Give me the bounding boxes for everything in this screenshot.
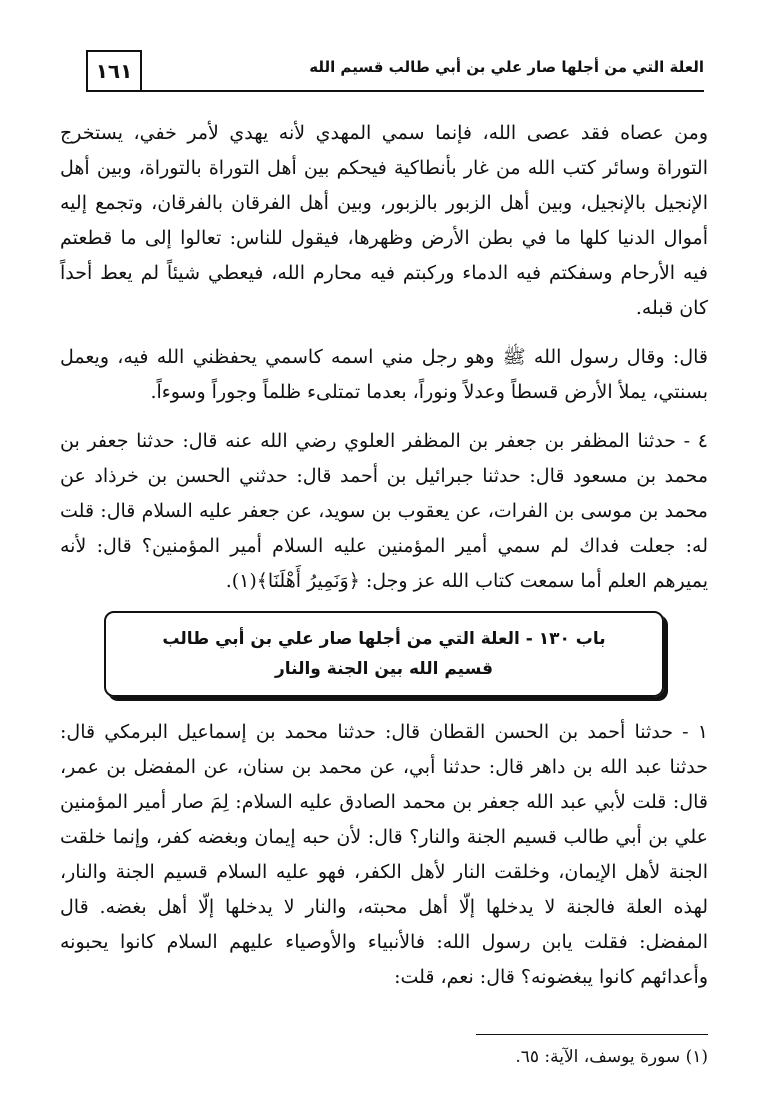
running-title: العلة التي من أجلها صار علي بن أبي طالب قسيم الله (309, 58, 704, 76)
paragraph-2: قال: وقال رسول الله ﷺ وهو رجل مني اسمه كاسمي يحفظني الله فيه، ويعمل بسنتي، يملأ الأرض قسطاً وعدلاً ونوراً، بعدما تمتلىء ظلماً وجوراً وسوءاً. (60, 346, 708, 403)
chapter-heading-line-2: قسيم الله بين الجنة والنار (274, 659, 494, 679)
page-body (60, 116, 708, 995)
page-number: ١٦١ (86, 50, 142, 90)
paragraph-3: ٤ - حدثنا المظفر بن جعفر بن المظفر العلوي رضي الله عنه قال: حدثنا جعفر بن محمد بن مسعود قال: حدثنا جبرائيل بن أحمد قال: حدثني الحسن بن خرذاد عن محمد بن موسى بن الفرات، عن يعقوب بن سويد، عن جعفر عليه السلام قال: قلت له: جعلت فداك لم سمي أمير المؤمنين عليه السلام أمير المؤمنين؟ قال: لأنه يميرهم العلم أما سمعت كتاب الله عز وجل: ﴿وَنَمِيرُ أَهْلَنَا﴾(١). (60, 430, 708, 592)
footnote-divider (476, 1034, 708, 1035)
paragraph-1: ومن عصاه فقد عصى الله، فإنما سمي المهدي لأنه يهدي لأمر خفي، يستخرج التوراة وسائر كتب الله من غار بأنطاكية فيحكم بين أهل التوراة بالتوراة، وبين أهل الإنجيل بالإنجيل، وبين أهل الزبور بالزبور، وبين أهل الفرقان بالفرقان، وتجمع إليه أموال الدنيا كلها ما في بطن الأرض وظهرها، فيقول للناس: تعالوا إلى ما قطعتم فيه الأرحام وسفكتم فيه الدماء وركبتم فيه محارم الله، فيعطي شيئاً لم يعط أحداً كان قبله. (60, 122, 708, 319)
chapter-heading-box (104, 611, 664, 697)
footnote: (١) سورة يوسف، الآية: ٦٥. (515, 1047, 708, 1067)
running-header (86, 50, 704, 92)
chapter-heading-line-1: باب ١٣٠ - العلة التي من أجلها صار علي بن أبي طالب (162, 629, 606, 649)
paragraph-4: ١ - حدثنا أحمد بن الحسن القطان قال: حدثنا محمد بن إسماعيل البرمكي قال: حدثنا عبد الله بن داهر قال: حدثنا أبي، عن محمد بن سنان، عن المفضل بن عمر، قال: قلت لأبي عبد الله جعفر بن محمد الصادق عليه السلام: لِمَ صار أمير المؤمنين علي بن أبي طالب قسيم الجنة والنار؟ قال: لأن حبه إيمان وبغضه كفر، وإنما خلقت الجنة لأهل الإيمان، وخلقت النار لأهل الكفر، فهو عليه السلام قسيم الجنة والنار، لهذه العلة فالجنة لا يدخلها إلّا أهل محبته، والنار لا يدخلها إلّا أهل بغضه. قال المفضل: فقلت يابن رسول الله: فالأنبياء والأوصياء عليهم السلام كانوا يحبونه وأعدائهم كانوا يبغضونه؟ قال: نعم، قلت: (60, 721, 708, 988)
